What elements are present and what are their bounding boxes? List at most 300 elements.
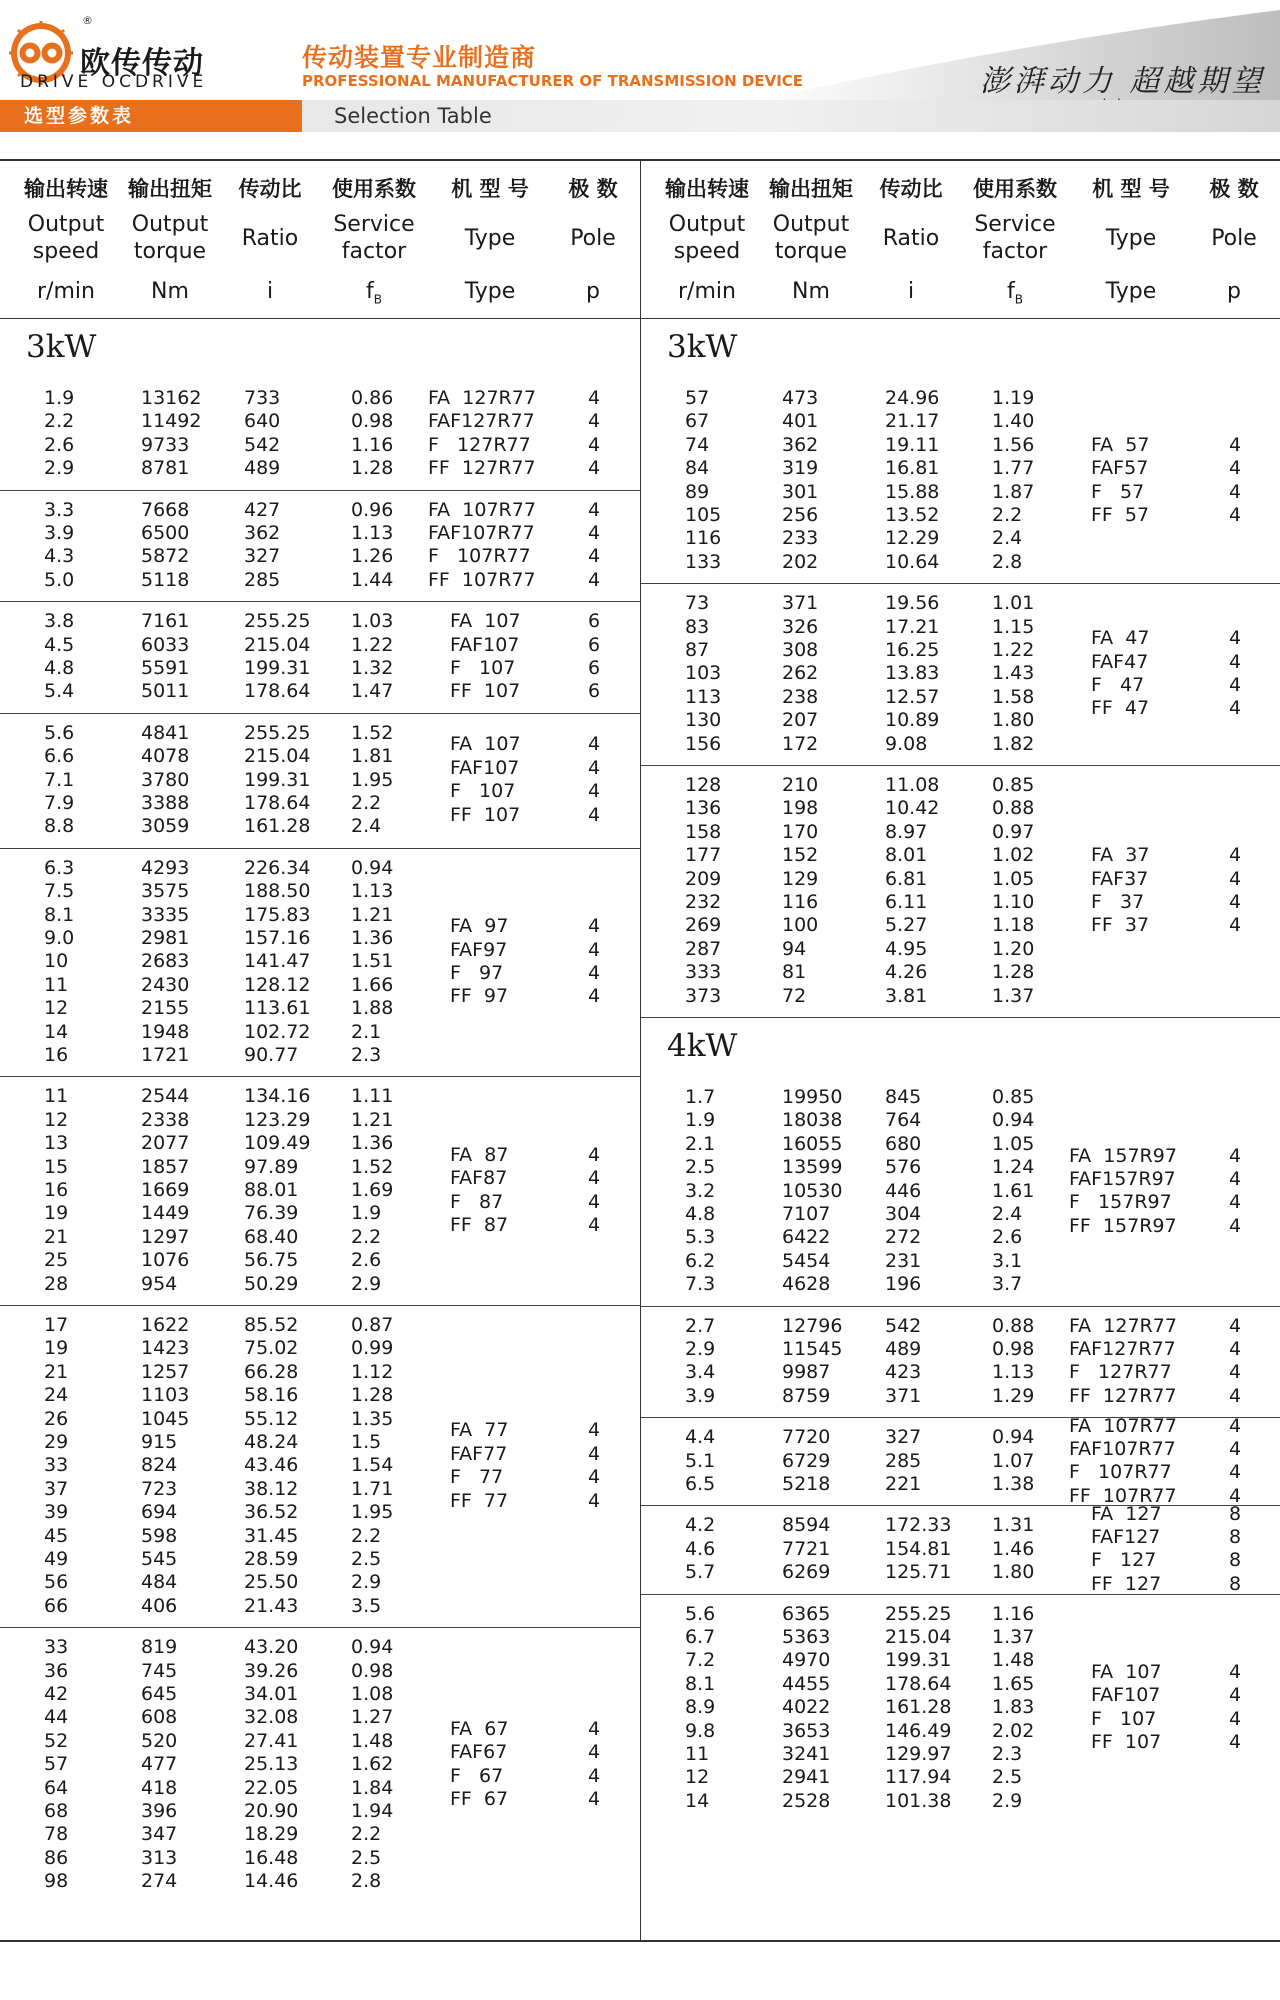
ratio-cell: 542	[244, 433, 281, 456]
ratio-cell: 215.04	[244, 745, 311, 768]
speed-cell: 1.9	[44, 387, 75, 409]
torque-cell: 3653	[782, 1719, 831, 1742]
pole-count: 4	[1229, 914, 1242, 937]
model-type: FF 87	[450, 1214, 509, 1237]
ratio-cell: 34.01	[244, 1682, 299, 1705]
speed-cell: 16	[44, 1178, 69, 1201]
table-row	[0, 1823, 640, 1846]
pole-count: 4	[588, 410, 601, 433]
ratio-cell: 90.77	[244, 1043, 299, 1066]
pole-count: 4	[1229, 650, 1242, 673]
service-factor-cell: 2.5	[992, 1766, 1023, 1789]
table-row	[0, 927, 640, 950]
model-type: FF 107	[450, 803, 521, 826]
speed-cell: 68	[44, 1799, 69, 1822]
service-factor-cell: 0.85	[992, 1086, 1035, 1108]
service-factor-cell: 3.1	[992, 1249, 1023, 1272]
pole-count: 4	[1229, 1414, 1242, 1437]
table-row	[0, 815, 640, 838]
service-factor-cell: 1.15	[992, 615, 1035, 638]
pole-count: 4	[588, 1442, 601, 1465]
table-row	[0, 904, 640, 927]
service-factor-cell: 2.1	[351, 1020, 382, 1043]
speed-cell: 3.4	[685, 1361, 716, 1384]
service-factor-cell: 1.54	[351, 1454, 394, 1477]
speed-cell: 83	[685, 615, 710, 638]
torque-cell: 347	[141, 1823, 178, 1846]
pole-count: 4	[588, 1489, 601, 1512]
service-factor-cell: 1.21	[351, 903, 394, 926]
ratio-cell: 17.21	[885, 615, 940, 638]
model-type: FF 127R77	[1069, 1384, 1177, 1407]
model-type: FAF77	[450, 1442, 508, 1465]
table-row	[0, 974, 640, 997]
service-factor-cell: 3.7	[992, 1273, 1023, 1296]
ratio-cell: 255.25	[244, 610, 311, 633]
column-header-en-line: Type	[464, 226, 516, 251]
speed-cell: 4.4	[685, 1426, 716, 1449]
column-header-en-line: Pole	[570, 226, 616, 251]
ratio-cell: 146.49	[885, 1719, 952, 1742]
torque-cell: 473	[782, 387, 819, 409]
column-header-en-line: Output	[131, 212, 209, 237]
ratio-cell: 255.25	[244, 721, 311, 744]
service-factor-cell: 1.95	[351, 768, 394, 791]
model-type: F 77	[450, 1466, 504, 1489]
model-type: FAF107	[450, 756, 520, 779]
service-factor-cell: 2.2	[351, 1524, 382, 1547]
pole-count: 4	[1229, 674, 1242, 697]
service-factor-cell: 1.71	[351, 1477, 394, 1500]
pole-count: 4	[1229, 1144, 1242, 1167]
ratio-cell: 18.29	[244, 1823, 299, 1846]
model-type: F 37	[1091, 891, 1145, 913]
service-factor-cell: 2.8	[992, 550, 1023, 573]
model-type: FA 107	[450, 733, 521, 756]
service-factor-cell: 1.36	[351, 1132, 394, 1155]
ratio-cell: 141.47	[244, 950, 311, 973]
ratio-cell: 196	[885, 1273, 922, 1296]
model-type: FF 107	[450, 680, 521, 703]
speed-cell: 373	[685, 984, 722, 1007]
torque-cell: 16055	[782, 1132, 843, 1155]
speed-cell: 37	[44, 1477, 69, 1500]
table-row	[0, 997, 640, 1020]
model-type: F 107	[1091, 1707, 1157, 1730]
pole-count: 4	[1229, 1384, 1242, 1407]
torque-cell: 915	[141, 1431, 178, 1453]
torque-cell: 94	[782, 937, 807, 960]
pole-count: 4	[588, 938, 601, 961]
speed-cell: 42	[44, 1682, 69, 1705]
table-row	[641, 1426, 1280, 1449]
model-group	[641, 584, 1280, 766]
table-row	[641, 774, 1280, 797]
column-header-cn: 输出扭矩	[769, 177, 853, 201]
ratio-cell: 19.56	[885, 592, 940, 615]
service-factor-cell: 1.26	[351, 545, 394, 568]
column-unit: Nm	[792, 279, 830, 304]
table-row	[0, 950, 640, 973]
table-row	[0, 1525, 640, 1548]
torque-cell: 152	[782, 844, 819, 867]
table-row	[641, 504, 1280, 527]
service-factor-cell: 1.48	[992, 1649, 1035, 1672]
torque-cell: 5011	[141, 680, 190, 703]
speed-cell: 5.1	[685, 1449, 716, 1472]
speed-cell: 33	[44, 1636, 69, 1659]
speed-cell: 19	[44, 1202, 69, 1225]
table-row	[641, 844, 1280, 867]
table-row	[0, 1314, 640, 1337]
table-row	[0, 1132, 640, 1155]
speed-cell: 158	[685, 820, 722, 843]
table-row	[0, 745, 640, 768]
model-type: F 127R77	[428, 433, 531, 456]
torque-cell: 7107	[782, 1203, 831, 1225]
torque-cell: 319	[782, 457, 819, 480]
torque-cell: 1669	[141, 1178, 190, 1201]
speed-cell: 44	[44, 1706, 69, 1729]
pole-count: 4	[588, 1741, 601, 1764]
table-row	[641, 985, 1280, 1008]
speed-cell: 6.3	[44, 856, 75, 879]
service-factor-cell: 2.2	[351, 1225, 382, 1248]
service-factor-cell: 1.05	[992, 867, 1035, 890]
speed-cell: 232	[685, 891, 722, 913]
ratio-cell: 22.05	[244, 1776, 299, 1799]
table-row	[641, 1743, 1280, 1766]
speed-cell: 12	[685, 1766, 710, 1789]
pole-count: 4	[1229, 433, 1242, 456]
ratio-cell: 640	[244, 410, 281, 433]
ratio-cell: 85.52	[244, 1314, 299, 1336]
speed-cell: 177	[685, 844, 722, 867]
torque-cell: 645	[141, 1682, 178, 1705]
torque-cell: 18038	[782, 1109, 843, 1132]
ratio-cell: 272	[885, 1226, 922, 1249]
ratio-cell: 371	[885, 1384, 922, 1407]
ratio-cell: 8.97	[885, 820, 928, 843]
torque-cell: 8759	[782, 1384, 831, 1407]
torque-cell: 2544	[141, 1085, 190, 1108]
pole-count: 4	[1229, 1191, 1242, 1214]
table-row	[641, 1133, 1280, 1156]
ratio-cell: 327	[885, 1426, 922, 1449]
speed-cell: 5.4	[44, 680, 75, 703]
torque-cell: 1076	[141, 1249, 190, 1272]
service-factor-cell: 2.9	[351, 1571, 382, 1594]
torque-cell: 326	[782, 615, 819, 638]
service-factor-cell: 1.88	[351, 997, 394, 1020]
torque-cell: 11492	[141, 410, 202, 433]
model-type: FA 57	[1091, 433, 1150, 456]
speed-cell: 5.7	[685, 1561, 716, 1584]
torque-cell: 13162	[141, 387, 202, 409]
table-row	[641, 639, 1280, 662]
section-label: Selection Table	[334, 104, 492, 128]
pole-count: 4	[588, 1143, 601, 1166]
ratio-cell: 423	[885, 1361, 922, 1384]
speed-cell: 24	[44, 1384, 69, 1407]
speed-cell: 10	[44, 950, 69, 973]
speed-cell: 6.7	[685, 1625, 716, 1648]
service-factor-cell: 1.21	[351, 1108, 394, 1131]
ratio-cell: 13.52	[885, 504, 940, 526]
pole-count: 4	[1229, 1167, 1242, 1190]
table-row	[0, 1800, 640, 1823]
column-header-en-line: Output	[27, 212, 105, 237]
table-row	[0, 1361, 640, 1384]
table-row	[0, 1753, 640, 1776]
speed-cell: 103	[685, 662, 722, 685]
column-header-en	[10, 211, 122, 265]
ratio-cell: 10.42	[885, 797, 940, 820]
table-row	[0, 569, 640, 592]
model-type: FF 107R77	[428, 568, 536, 591]
pole-count: 4	[1229, 480, 1242, 503]
column-header-en-line: torque	[774, 239, 848, 264]
ratio-cell: 21.17	[885, 410, 940, 433]
service-factor-cell: 2.9	[992, 1789, 1023, 1812]
ratio-cell: 88.01	[244, 1178, 299, 1201]
service-factor-cell: 0.88	[992, 1314, 1035, 1337]
model-type: FF 97	[450, 985, 509, 1008]
model-group	[0, 1628, 640, 1903]
column-header-en	[755, 211, 867, 265]
torque-cell: 210	[782, 774, 819, 796]
pole-count: 6	[588, 610, 601, 633]
column-header-cn: 输出转速	[665, 177, 749, 201]
ratio-cell: 489	[244, 457, 281, 480]
torque-cell: 2430	[141, 973, 190, 996]
tagline-cn: 传动装置专业制造商	[302, 43, 537, 72]
power-section-label: 3kW	[26, 329, 97, 365]
service-factor-cell: 1.40	[992, 410, 1035, 433]
service-factor-cell: 1.01	[992, 592, 1035, 615]
ratio-cell: 36.52	[244, 1501, 299, 1524]
service-factor-cell: 1.28	[351, 457, 394, 480]
table-row	[641, 868, 1280, 891]
column-header-en	[214, 225, 326, 252]
torque-cell: 301	[782, 480, 819, 503]
model-type: FAF107R77	[428, 521, 535, 544]
table-row	[641, 551, 1280, 574]
ratio-cell: 154.81	[885, 1537, 952, 1560]
service-factor-cell: 1.9	[351, 1202, 382, 1225]
torque-cell: 484	[141, 1571, 178, 1594]
column-header-en	[114, 211, 226, 265]
torque-cell: 2683	[141, 950, 190, 973]
brand-name-en: DRIVE OCDRIVE	[20, 72, 208, 92]
torque-cell: 7721	[782, 1537, 831, 1560]
ratio-cell: 188.50	[244, 880, 311, 903]
column-header-en-line: Type	[1105, 226, 1157, 251]
column-unit: i	[907, 279, 915, 304]
table-row	[641, 1514, 1280, 1537]
table-row	[0, 1273, 640, 1296]
table-row	[0, 1226, 640, 1249]
torque-cell: 745	[141, 1659, 178, 1682]
speed-cell: 56	[44, 1571, 69, 1594]
speed-cell: 74	[685, 433, 710, 456]
ratio-cell: 128.12	[244, 973, 311, 996]
speed-cell: 4.2	[685, 1514, 716, 1537]
pole-count: 4	[1229, 1214, 1242, 1237]
model-type: FAF37	[1091, 867, 1149, 890]
table-row	[641, 961, 1280, 984]
ratio-cell: 4.95	[885, 937, 928, 960]
ratio-cell: 101.38	[885, 1789, 952, 1812]
torque-cell: 1423	[141, 1337, 190, 1360]
torque-cell: 824	[141, 1454, 178, 1477]
model-type: FF 37	[1091, 914, 1150, 937]
speed-cell: 57	[685, 387, 710, 409]
ratio-cell: 48.24	[244, 1431, 299, 1453]
pole-count: 4	[588, 545, 601, 568]
torque-cell: 207	[782, 709, 819, 732]
column-unit: Type	[1105, 279, 1157, 304]
pole-count: 4	[1229, 1707, 1242, 1730]
table-row	[0, 657, 640, 680]
model-type: FA 127	[1091, 1502, 1162, 1525]
speed-cell: 9.8	[685, 1719, 716, 1742]
service-factor-cell: 0.94	[351, 1636, 394, 1659]
service-factor-cell: 1.22	[992, 638, 1035, 661]
speed-cell: 7.2	[685, 1649, 716, 1672]
service-factor-cell: 1.47	[351, 680, 394, 703]
speed-cell: 4.6	[685, 1537, 716, 1560]
torque-cell: 5363	[782, 1625, 831, 1648]
model-type: F 107R77	[1069, 1461, 1172, 1484]
pole-count: 4	[1229, 457, 1242, 480]
table-row	[0, 1847, 640, 1870]
speed-cell: 84	[685, 457, 710, 480]
model-type: F 87	[450, 1190, 504, 1213]
pole-count: 4	[1229, 1731, 1242, 1754]
ratio-cell: 285	[885, 1449, 922, 1472]
service-factor-cell: 1.02	[992, 844, 1035, 867]
model-type: FF 127R77	[428, 457, 536, 480]
ratio-cell: 16.48	[244, 1846, 299, 1869]
torque-cell: 3241	[782, 1742, 831, 1765]
torque-cell: 4455	[782, 1672, 831, 1695]
pole-count: 4	[1229, 627, 1242, 650]
column-header-cn: 使用系数	[332, 177, 416, 201]
column-header-en	[537, 225, 649, 252]
speed-cell: 4.8	[44, 656, 75, 679]
ratio-cell: 175.83	[244, 903, 311, 926]
speed-cell: 4.8	[685, 1203, 716, 1225]
slogan: 澎湃动力 超越期望	[980, 64, 1266, 99]
ratio-cell: 24.96	[885, 387, 940, 409]
pole-count: 4	[1229, 844, 1242, 867]
speed-cell: 7.9	[44, 791, 75, 814]
ratio-cell: 362	[244, 521, 281, 544]
model-type: F 127R77	[1069, 1361, 1172, 1384]
table-row	[0, 1156, 640, 1179]
service-factor-cell: 2.4	[992, 527, 1023, 550]
torque-cell: 6729	[782, 1449, 831, 1472]
column-header-cn: 传动比	[238, 177, 302, 201]
model-type: F 107	[450, 780, 516, 803]
table-row	[0, 634, 640, 657]
speed-cell: 2.7	[685, 1314, 716, 1337]
speed-cell: 33	[44, 1454, 69, 1477]
service-factor-cell: 0.94	[992, 1109, 1035, 1132]
ratio-cell: 102.72	[244, 1020, 311, 1043]
service-factor-cell: 0.97	[992, 820, 1035, 843]
ratio-cell: 8.01	[885, 844, 928, 867]
speed-cell: 6.5	[685, 1472, 716, 1495]
model-group	[641, 1307, 1280, 1419]
table-row	[0, 1777, 640, 1800]
pole-count: 4	[1229, 1484, 1242, 1507]
pole-count: 4	[1229, 1661, 1242, 1684]
torque-cell: 238	[782, 685, 819, 708]
column-header-cn: 使用系数	[973, 177, 1057, 201]
model-type: FA 157R97	[1069, 1144, 1177, 1167]
service-factor-cell: 1.16	[351, 433, 394, 456]
table-row	[641, 387, 1280, 410]
torque-cell: 202	[782, 550, 819, 573]
torque-cell: 81	[782, 961, 807, 984]
table-row	[0, 1548, 640, 1571]
torque-cell: 5872	[141, 545, 190, 568]
torque-cell: 3388	[141, 791, 190, 814]
model-type: FF 157R97	[1069, 1214, 1177, 1237]
table-row	[641, 709, 1280, 732]
speed-cell: 9.0	[44, 926, 75, 949]
torque-cell: 9987	[782, 1361, 831, 1384]
torque-cell: 313	[141, 1846, 178, 1869]
service-factor-cell: 1.10	[992, 891, 1035, 913]
pole-count: 4	[588, 457, 601, 480]
model-type: F 57	[1091, 480, 1145, 503]
torque-cell: 11545	[782, 1337, 843, 1360]
speed-cell: 8.8	[44, 815, 75, 838]
column-header-en	[318, 211, 430, 265]
table-row	[0, 1179, 640, 1202]
speed-cell: 5.6	[44, 721, 75, 744]
torque-cell: 6422	[782, 1226, 831, 1249]
torque-cell: 2338	[141, 1108, 190, 1131]
service-factor-cell: 2.2	[351, 1823, 382, 1846]
ratio-cell: 178.64	[244, 791, 311, 814]
service-factor-cell: 0.85	[992, 774, 1035, 796]
torque-cell: 7720	[782, 1426, 831, 1449]
model-type: FA 107R77	[1069, 1414, 1177, 1437]
table-row	[641, 1538, 1280, 1561]
service-factor-cell: 1.22	[351, 633, 394, 656]
table-row	[641, 914, 1280, 937]
ratio-cell: 117.94	[885, 1766, 952, 1789]
model-group	[0, 849, 640, 1078]
pole-count: 4	[588, 1466, 601, 1489]
model-type: FAF87	[450, 1167, 508, 1190]
service-factor-cell: 3.5	[351, 1594, 382, 1617]
service-factor-cell: 2.3	[351, 1043, 382, 1066]
ratio-cell: 109.49	[244, 1132, 311, 1155]
service-factor-cell: 1.56	[992, 433, 1035, 456]
pole-count: 8	[1229, 1502, 1242, 1525]
speed-cell: 156	[685, 732, 722, 755]
speed-cell: 73	[685, 592, 710, 615]
table-row	[641, 797, 1280, 820]
column-unit: r/min	[37, 279, 95, 304]
ratio-cell: 733	[244, 387, 281, 409]
ratio-cell: 172.33	[885, 1514, 952, 1537]
